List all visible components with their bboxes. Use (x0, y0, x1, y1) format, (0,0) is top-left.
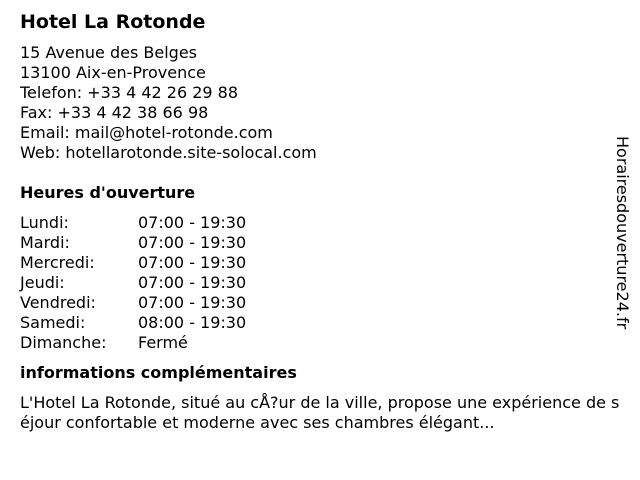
day-label: Lundi: (20, 213, 69, 232)
day-label: Mercredi: (20, 253, 95, 272)
hours-value: 07:00 - 19:30 (138, 233, 247, 252)
watermark-text: Horairesdouverture24.fr (613, 136, 632, 330)
day-label: Dimanche: (20, 333, 107, 352)
hours-value: 07:00 - 19:30 (138, 293, 247, 312)
contact-block (20, 43, 620, 163)
phone-number: Telefon: +33 4 42 26 29 88 (20, 83, 239, 102)
hours-row-monday (20, 213, 620, 233)
day-label: Jeudi: (20, 273, 65, 292)
hotel-name: Hotel La Rotonde (20, 11, 206, 33)
hotel-description: L'Hotel La Rotonde, situé au cÅ?ur de la ville, propose une expérience de séjour confortable et moderne avec ses chambres élégant... (20, 393, 620, 432)
opening-hours-title: Heures d'ouverture (20, 183, 196, 202)
day-label: Vendredi: (20, 293, 96, 312)
website: Web: hotellarotonde.site-solocal.com (20, 143, 317, 162)
email-address: Email: mail@hotel-rotonde.com (20, 123, 273, 142)
hotel-card (20, 10, 620, 433)
address-city: 13100 Aix-en-Provence (20, 63, 206, 82)
address-street: 15 Avenue des Belges (20, 43, 197, 62)
site-watermark (612, 136, 632, 372)
day-label: Mardi: (20, 233, 70, 252)
hours-value: 07:00 - 19:30 (138, 273, 247, 292)
hours-value: 08:00 - 19:30 (138, 313, 247, 332)
hours-row-wednesday (20, 253, 620, 273)
additional-info-title: informations complémentaires (20, 363, 297, 382)
hours-value: 07:00 - 19:30 (138, 213, 247, 232)
hours-value: 07:00 - 19:30 (138, 253, 247, 272)
hours-row-tuesday (20, 233, 620, 253)
day-label: Samedi: (20, 313, 86, 332)
hours-value: Fermé (138, 333, 188, 352)
fax-number: Fax: +33 4 42 38 66 98 (20, 103, 209, 122)
hours-row-thursday (20, 273, 620, 293)
hours-row-friday (20, 293, 620, 313)
hours-row-saturday (20, 313, 620, 333)
opening-hours-list (20, 213, 620, 353)
hours-row-sunday (20, 333, 620, 353)
